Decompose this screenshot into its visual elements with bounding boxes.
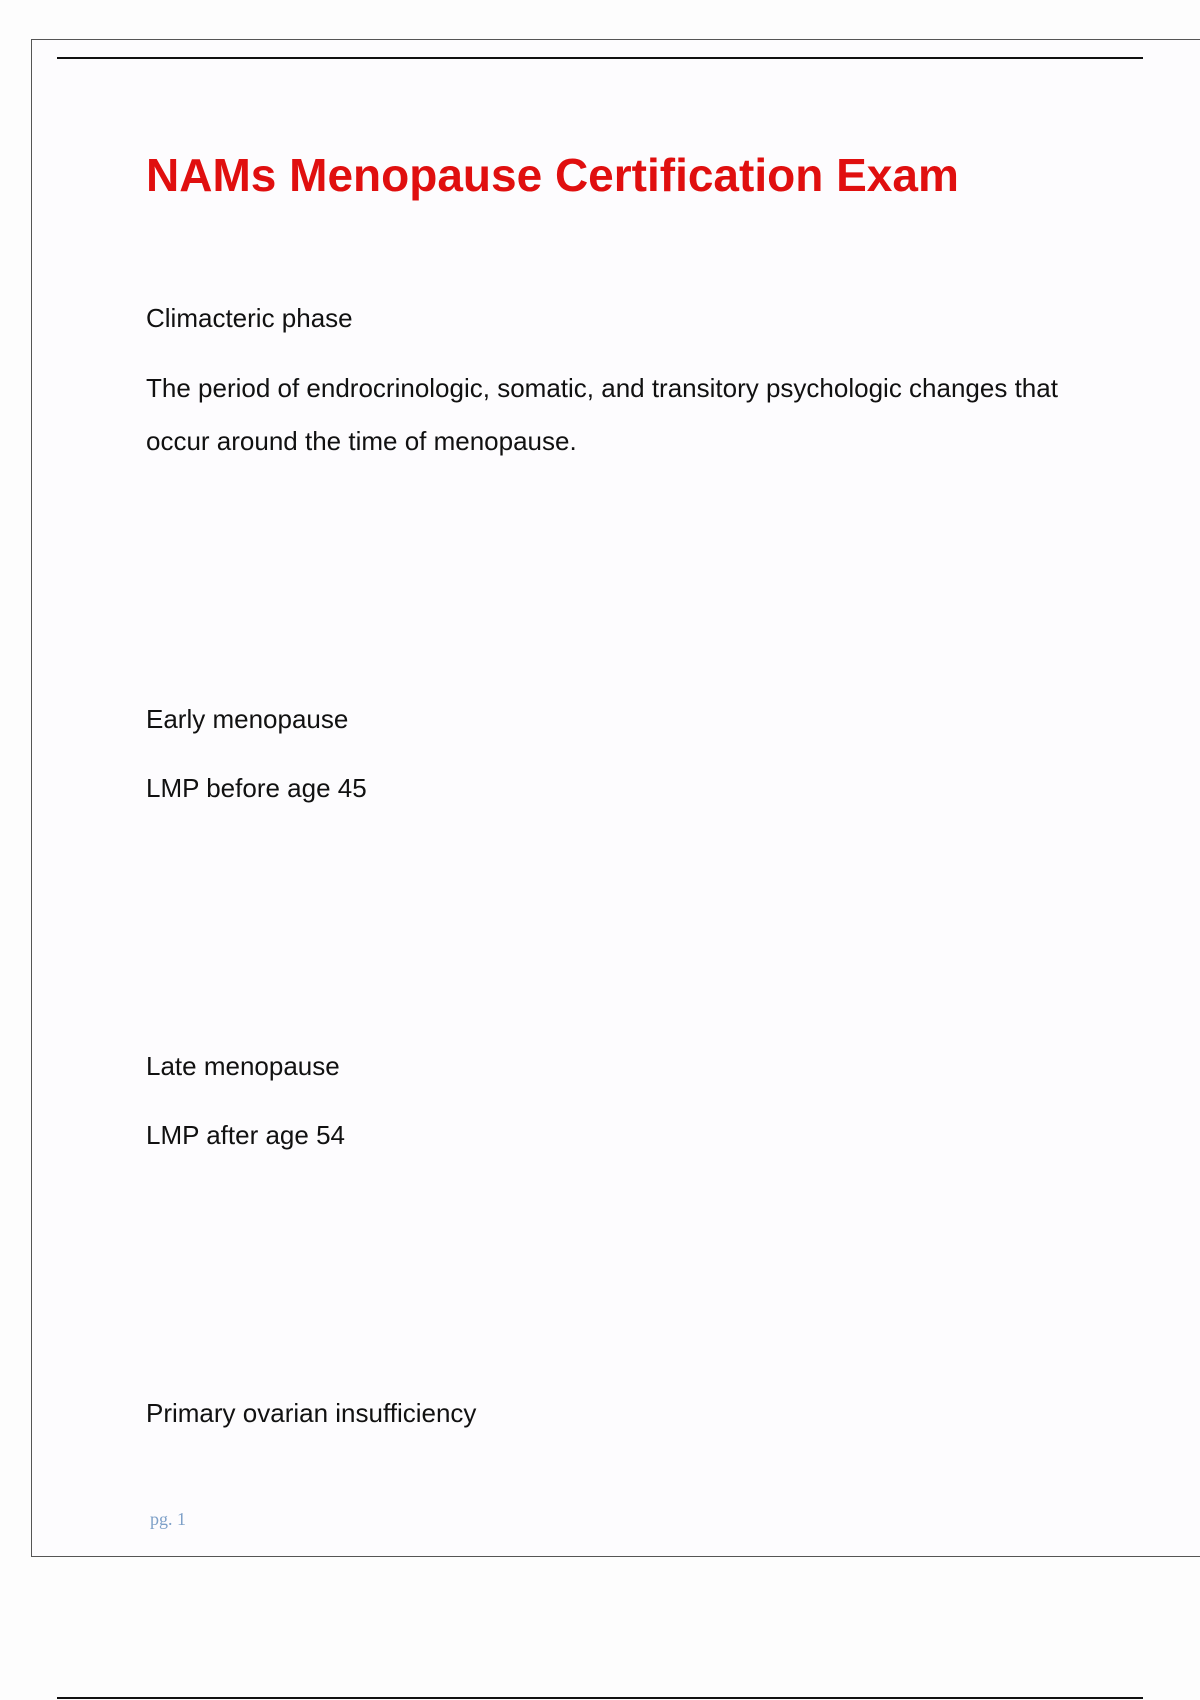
top-rule (57, 57, 1143, 59)
term-climacteric-phase: Climacteric phase (146, 303, 353, 333)
document-title: NAMs Menopause Certification Exam (146, 149, 959, 201)
term-late-menopause: Late menopause (146, 1051, 340, 1081)
definition-climacteric-phase: The period of endrocrinologic, somatic, and transitory psychologic changes that occur around the time of menopause. (146, 373, 1058, 456)
bottom-rule (57, 1697, 1143, 1699)
definition-late-menopause: LMP after age 54 (146, 1120, 345, 1150)
definition-early-menopause: LMP before age 45 (146, 773, 367, 803)
term-primary-ovarian-insufficiency: Primary ovarian insufficiency (146, 1398, 477, 1428)
term-early-menopause: Early menopause (146, 704, 349, 734)
page-number: pg. 1 (150, 1509, 186, 1529)
